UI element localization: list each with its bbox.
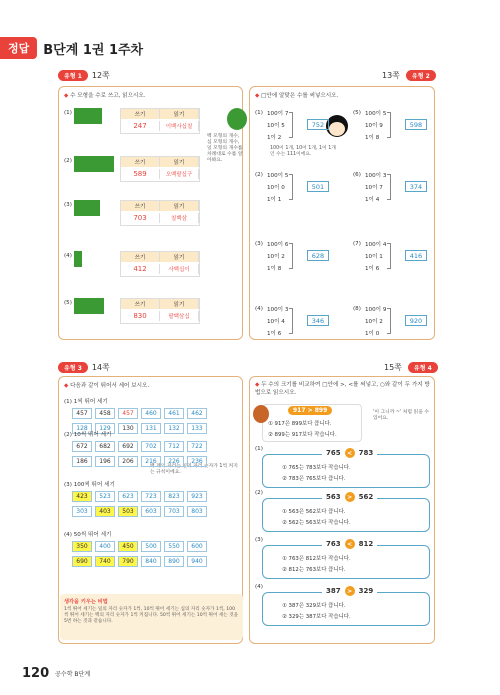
row-label: (2) 10씩 뛰어 세기 <box>64 432 112 438</box>
answer-box: 501 <box>307 181 329 192</box>
bear-character <box>253 405 269 423</box>
answer-box: 920 <box>405 315 427 326</box>
place-value-line: 1이 6 <box>267 331 282 337</box>
answer-box: 628 <box>307 250 329 261</box>
item-index: (3) <box>255 537 263 543</box>
brace <box>289 308 293 334</box>
sequence-cell: 132 <box>164 423 184 434</box>
example-compare: 917 > 899 <box>288 406 332 415</box>
number-sequence <box>72 556 207 567</box>
place-value-line: 10이 2 <box>267 254 285 260</box>
table-header <box>121 157 199 167</box>
brace <box>387 112 391 138</box>
sequence-cell: 133 <box>187 423 207 434</box>
compare-line-b: ② 783은 765보다 큽니다. <box>282 476 346 482</box>
item-index: (2) <box>255 490 263 496</box>
brace <box>289 243 293 269</box>
item-index: (8) <box>353 306 361 312</box>
table-row <box>121 211 199 225</box>
sequence-cell: 350 <box>72 541 92 552</box>
place-value-line: 10이 2 <box>365 319 383 325</box>
item-index: (4) <box>255 306 263 312</box>
sequence-cell: 790 <box>118 556 138 567</box>
place-value-line: 10이 1 <box>365 254 383 260</box>
tip-heading: 생각을 키우는 비법 <box>64 599 108 605</box>
sequence-cell: 423 <box>72 491 92 502</box>
example-line-b: ② 899는 917보다 작습니다. <box>268 432 337 438</box>
written-number: 589 <box>121 169 160 179</box>
sequence-cell: 400 <box>95 541 115 552</box>
place-value-line: 100이 3 <box>267 307 289 313</box>
block-model <box>74 251 82 267</box>
sequence-cell: 186 <box>72 456 92 467</box>
block-model <box>74 200 100 216</box>
written-number: 703 <box>121 213 160 223</box>
compare-head <box>322 448 377 458</box>
place-value-line: 1이 0 <box>365 331 380 337</box>
write-header: 쓰기 <box>121 201 160 211</box>
item-index: (2) <box>255 172 263 178</box>
read-number: 사백십이 <box>160 264 199 274</box>
write-header: 쓰기 <box>121 157 160 167</box>
sequence-cell: 450 <box>118 541 138 552</box>
item-index: (5) <box>353 110 361 116</box>
answer-box: 374 <box>405 181 427 192</box>
brace <box>289 174 293 200</box>
brace <box>387 174 391 200</box>
sequence-cell: 403 <box>95 506 115 517</box>
row-label: (4) 50씩 뛰어 세기 <box>64 532 112 538</box>
table-header <box>121 201 199 211</box>
footer <box>0 666 90 681</box>
write-header: 쓰기 <box>121 252 160 262</box>
compare-symbol: > <box>345 492 355 502</box>
item-index: (6) <box>353 172 361 178</box>
item-index: (3) <box>255 241 263 247</box>
brace <box>387 243 391 269</box>
compare-box <box>262 592 430 626</box>
answer-table <box>120 156 200 182</box>
sec4-note: '이 그니까 ~' 처럼 읽을 수 있어요. <box>373 410 429 421</box>
page-label: 12쪽 <box>91 70 110 80</box>
type-pill: 유형 3 <box>58 362 88 373</box>
sequence-cell: 130 <box>118 423 138 434</box>
sequence-cell: 890 <box>164 556 184 567</box>
brace <box>387 308 391 334</box>
row-label: (1) 1씩 뛰어 세기 <box>64 399 108 405</box>
block-model <box>74 108 102 124</box>
written-number: 247 <box>121 121 160 131</box>
answer-tag: 정답 <box>0 37 37 59</box>
item-index: (1) <box>64 110 72 116</box>
compare-head <box>322 539 377 549</box>
number-sequence <box>72 541 207 552</box>
answer-table <box>120 108 200 134</box>
page-label: 13쪽 <box>382 70 400 80</box>
example-line-a: ① 917은 899보다 큽니다. <box>268 421 332 427</box>
place-value-line: 100이 7 <box>267 111 289 117</box>
compare-symbol: < <box>345 539 355 549</box>
type-pill: 유형 1 <box>58 70 88 81</box>
place-value-line: 10이 4 <box>267 319 285 325</box>
sequence-cell: 803 <box>187 506 207 517</box>
place-value-line: 10이 5 <box>267 123 285 129</box>
write-header: 쓰기 <box>121 109 160 119</box>
number-sequence <box>72 456 207 467</box>
sequence-cell: 226 <box>164 456 184 467</box>
compare-box <box>262 545 430 579</box>
number-sequence <box>72 491 207 502</box>
footer-text: 공수학 B단계 <box>55 671 91 678</box>
right-number: 783 <box>358 449 374 457</box>
page-header <box>0 38 143 58</box>
place-value-line: 100이 9 <box>365 307 387 313</box>
written-number: 412 <box>121 264 160 274</box>
sequence-cell: 503 <box>118 506 138 517</box>
sec1-note: 백 모형의 개수, 십 모형의 개수, 일 모형의 개수를 차례대로 수를 알아봐요. <box>207 134 243 163</box>
place-value-line: 10이 9 <box>365 123 383 129</box>
compare-head <box>322 492 377 502</box>
read-header: 읽기 <box>160 201 199 211</box>
sequence-cell: 692 <box>118 441 138 452</box>
sequence-cell: 940 <box>187 556 207 567</box>
block-model <box>74 298 104 314</box>
place-value-line: 100이 5 <box>365 111 387 117</box>
sequence-cell: 682 <box>95 441 115 452</box>
table-header <box>121 299 199 309</box>
read-number: 칠백삼 <box>160 213 199 223</box>
sequence-cell: 702 <box>141 441 161 452</box>
compare-line-b: ② 812는 763보다 큽니다. <box>282 567 346 573</box>
place-value-line: 1이 8 <box>365 135 380 141</box>
answer-box: 416 <box>405 250 427 261</box>
place-value-line: 100이 6 <box>267 242 289 248</box>
compare-symbol: > <box>345 586 355 596</box>
item-index: (1) <box>255 446 263 452</box>
answer-box: 752 <box>307 119 329 130</box>
written-number: 830 <box>121 311 160 321</box>
answer-box: 598 <box>405 119 427 130</box>
item-index: (2) <box>64 158 72 164</box>
read-header: 읽기 <box>160 157 199 167</box>
write-header: 쓰기 <box>121 299 160 309</box>
left-number: 387 <box>326 587 341 595</box>
answer-table <box>120 200 200 226</box>
sequence-cell: 500 <box>141 541 161 552</box>
page-label: 14쪽 <box>91 362 110 372</box>
sequence-cell: 672 <box>72 441 92 452</box>
tip-box <box>60 594 243 640</box>
block-model <box>74 156 114 172</box>
sequence-cell: 303 <box>72 506 92 517</box>
sec2-note: 100이 1개, 10이 1개, 1이 1개인 수는 111이에요. <box>270 146 336 157</box>
read-number: 이백사십칠 <box>160 121 199 131</box>
sequence-cell: 823 <box>164 491 184 502</box>
sec3-note: 백 계의 자리는 일의 자리 숫자가 1씩 커지는 규칙이에요. <box>150 464 238 475</box>
right-number: 812 <box>358 540 374 548</box>
right-number: 562 <box>358 493 374 501</box>
sequence-cell: 603 <box>141 506 161 517</box>
row-label: (3) 100씩 뛰어 세기 <box>64 482 115 488</box>
answer-table <box>120 251 200 277</box>
sequence-cell: 128 <box>72 423 92 434</box>
sequence-cell: 723 <box>141 491 161 502</box>
place-value-line: 1이 4 <box>365 197 380 203</box>
sequence-cell: 206 <box>118 456 138 467</box>
place-value-line: 1이 1 <box>267 197 282 203</box>
sequence-cell: 550 <box>164 541 184 552</box>
answer-table <box>120 298 200 324</box>
sec3-bar <box>58 360 110 374</box>
table-row <box>121 119 199 133</box>
sequence-cell: 216 <box>141 456 161 467</box>
compare-line-b: ② 329는 387보다 작습니다. <box>282 614 351 620</box>
left-number: 563 <box>326 493 341 501</box>
sequence-cell: 722 <box>187 441 207 452</box>
read-header: 읽기 <box>160 252 199 262</box>
item-index: (1) <box>255 110 263 116</box>
sequence-cell: 131 <box>141 423 161 434</box>
sequence-cell: 740 <box>95 556 115 567</box>
place-value-line: 100이 5 <box>267 173 289 179</box>
number-sequence <box>72 506 207 517</box>
place-value-line: 1이 2 <box>267 135 282 141</box>
read-number: 오백팔십구 <box>160 169 199 179</box>
place-value-line: 10이 7 <box>365 185 383 191</box>
sec2-bar <box>378 68 436 82</box>
item-index: (4) <box>255 584 263 590</box>
table-header <box>121 109 199 119</box>
page-title: B단계 1권 1주차 <box>43 42 144 58</box>
page-label: 15쪽 <box>384 362 402 372</box>
item-index: (3) <box>64 202 72 208</box>
sequence-cell: 458 <box>95 408 115 419</box>
sequence-cell: 462 <box>187 408 207 419</box>
table-header <box>121 252 199 262</box>
place-value-line: 100이 4 <box>365 242 387 248</box>
item-index: (4) <box>64 253 72 259</box>
sequence-cell: 196 <box>95 456 115 467</box>
compare-line-a: ① 387은 329보다 큽니다. <box>282 603 346 609</box>
item-index: (7) <box>353 241 361 247</box>
compare-head <box>322 586 377 596</box>
sequence-cell: 600 <box>187 541 207 552</box>
sequence-cell: 923 <box>187 491 207 502</box>
compare-box <box>262 498 430 532</box>
left-number: 763 <box>326 540 341 548</box>
place-value-line: 10이 0 <box>267 185 285 191</box>
table-row <box>121 309 199 323</box>
table-row <box>121 262 199 276</box>
sequence-cell: 457 <box>72 408 92 419</box>
sequence-cell: 712 <box>164 441 184 452</box>
sec1-title: ◆ 수 모형을 수로 쓰고, 읽으시오. <box>64 93 146 99</box>
read-number: 팔백삼십 <box>160 311 199 321</box>
compare-line-a: ① 765는 783보다 작습니다. <box>282 465 351 471</box>
compare-line-b: ② 562는 563보다 작습니다. <box>282 520 351 526</box>
sequence-cell: 690 <box>72 556 92 567</box>
number-sequence <box>72 441 207 452</box>
sequence-cell: 703 <box>164 506 184 517</box>
place-value-line: 100이 3 <box>365 173 387 179</box>
bug-character <box>227 108 247 130</box>
girl-face <box>329 122 345 136</box>
right-number: 329 <box>358 587 374 595</box>
sec3-title: ◆ 다음과 같이 뛰어서 세어 보시오. <box>64 383 150 389</box>
read-header: 읽기 <box>160 109 199 119</box>
sequence-cell: 457 <box>118 408 138 419</box>
tip-body: 1씩 뛰어 세기는 일의 자리 숫자가 1씩, 10씩 뛰어 세기는 십의 자리 숫자가 1씩, 100씩 뛰어 세기는 백의 자리 숫자가 1씩 커집니다. 50씩 뛰어 세기는 10씩 뛰어 세는 것을 5번 하는 것과 같습니다. <box>64 607 239 624</box>
sequence-cell: 840 <box>141 556 161 567</box>
sequence-cell: 236 <box>187 456 207 467</box>
sec4-bar <box>380 360 438 374</box>
sequence-cell: 461 <box>164 408 184 419</box>
sec4-title: ◆ 두 수의 크기를 비교하여 □안에 >, <를 써넣고, ○와 같이 두 가지 방법으로 읽으시오. <box>255 382 430 396</box>
sec2-title: ◆ □안에 알맞은 수를 써넣으시오. <box>255 93 339 99</box>
table-row <box>121 167 199 181</box>
left-number: 765 <box>326 449 341 457</box>
item-index: (5) <box>64 300 72 306</box>
sequence-cell: 460 <box>141 408 161 419</box>
type-pill: 유형 4 <box>408 362 438 373</box>
sequence-cell: 523 <box>95 491 115 502</box>
sec1-bar <box>58 68 110 82</box>
place-value-line: 1이 6 <box>365 266 380 272</box>
brace <box>289 112 293 138</box>
answer-box: 346 <box>307 315 329 326</box>
compare-line-a: ① 763은 812보다 작습니다. <box>282 556 351 562</box>
place-value-line: 1이 8 <box>267 266 282 272</box>
compare-line-a: ① 563은 562보다 큽니다. <box>282 509 346 515</box>
sequence-cell: 129 <box>95 423 115 434</box>
page-number: 120 <box>22 666 50 681</box>
compare-box <box>262 454 430 488</box>
compare-symbol: < <box>345 448 355 458</box>
sequence-cell: 623 <box>118 491 138 502</box>
number-sequence <box>72 408 207 419</box>
type-pill: 유형 2 <box>406 70 436 81</box>
read-header: 읽기 <box>160 299 199 309</box>
